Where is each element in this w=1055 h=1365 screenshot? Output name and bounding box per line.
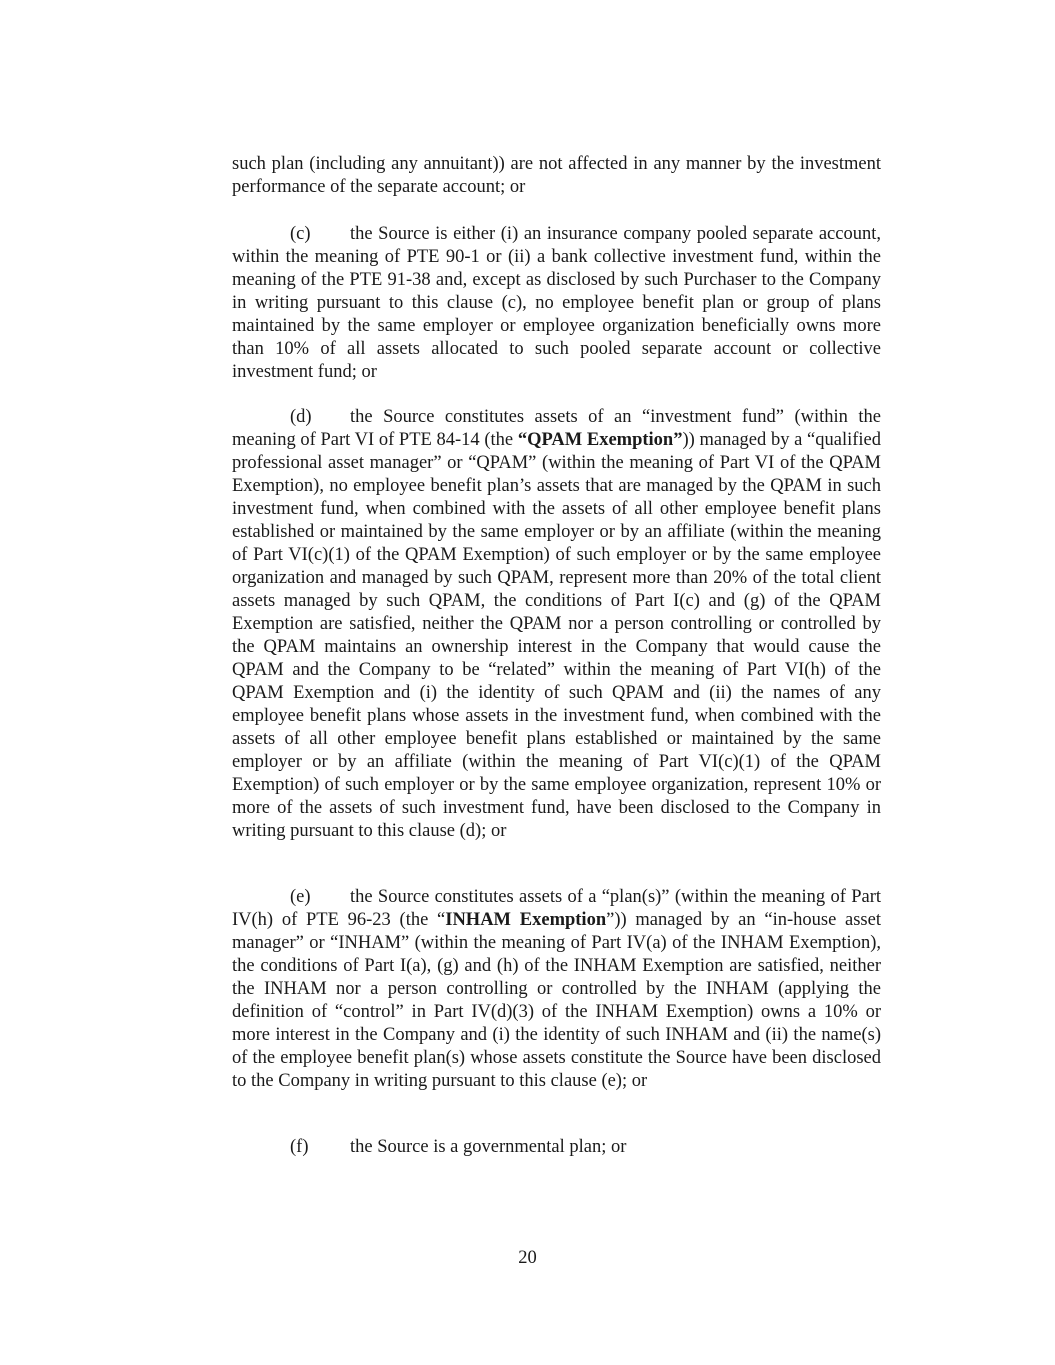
- clause-d-paragraph: [232, 406, 881, 843]
- clause-d-label: (d): [290, 407, 312, 427]
- clause-d-defined-term: “QPAM Exemption”: [517, 430, 683, 450]
- clause-e-paragraph: [232, 886, 881, 1093]
- clause-f-paragraph: [232, 1136, 881, 1159]
- clause-e-defined-term: INHAM Exemption: [445, 910, 607, 930]
- clause-e-text-part-2: ”)) managed by an “in-house asset manager” or “INHAM” (within the meaning of Part IV(a) of the INHAM Exemption), the conditions of Part I(a), (g) and (h) of the INHAM Exemption are satisfied, neither the INHAM nor a person controlling or controlled by the INHAM (applying the definition of “control” in Part IV(d)(3) of the INHAM Exemption) owns a 10% or more interest in the Company and (i) the identity of such INHAM and (ii) the name(s) of the employee benefit plan(s) whose assets constitute the Source have been disclosed to the Company in writing pursuant to this clause (e); or: [232, 910, 881, 1091]
- clause-c-label: (c): [290, 224, 311, 244]
- clause-f-label: (f): [290, 1137, 309, 1157]
- clause-c-text: the Source is either (i) an insurance company pooled separate account, within the meaning of PTE 90-1 or (ii) a bank collective investment fund, within the meaning of the PTE 91-38 and, except as disclosed by such Purchaser to the Company in writing pursuant to this clause (c), no employee benefit plan or group of plans maintained by the same employer or employee organization beneficially owns more than 10% of all assets allocated to such pooled separate account or collective investment fund; or: [232, 224, 881, 382]
- intro-text: such plan (including any annuitant)) are not affected in any manner by the investment performance of the separate account; or: [232, 154, 881, 197]
- intro-paragraph: [232, 153, 881, 199]
- clause-c-paragraph: [232, 223, 881, 384]
- clause-e-label: (e): [290, 887, 311, 907]
- clause-d-text-part-2: )) managed by a “qualified professional asset manager” or “QPAM” (within the meaning of Part VI of the QPAM Exemption), no employee benefit plan’s assets that are managed by the QPAM in such investment fund, when combined with the assets of all other employee benefit plans established or maintained by the same employer or by an affiliate (within the meaning of Part VI(c)(1) of the QPAM Exemption) of such employer or by the same employee organization and managed by such QPAM, represent more than 20% of the total client assets managed by such QPAM, the conditions of Part I(c) and (g) of the QPAM Exemption are satisfied, neither the QPAM nor a person controlling or controlled by the QPAM maintains an ownership interest in the Company that would cause the QPAM and the Company to be “related” within the meaning of Part VI(h) of the QPAM Exemption and (i) the identity of such QPAM and (ii) the names of any employee benefit plans whose assets in the investment fund, when combined with the assets of all other employee benefit plans established or maintained by the same employer or by an affiliate (within the meaning of Part VI(c)(1) of the QPAM Exemption) of such employer or by the same employee organization, represent 10% or more of the assets of such investment fund, have been disclosed to the Company in writing pursuant to this clause (d); or: [232, 430, 881, 841]
- clause-f-text: the Source is a governmental plan; or: [350, 1137, 627, 1157]
- clause-d-text-part-1: the Source constitutes assets of an “investment fund” (within the meaning of Part VI of PTE 84-14 (the: [232, 407, 881, 450]
- page-number: 20: [518, 1248, 537, 1268]
- clause-e-text-part-1: the Source constitutes assets of a “plan(s)” (within the meaning of Part IV(h) of PTE 96-23 (the “: [232, 887, 881, 930]
